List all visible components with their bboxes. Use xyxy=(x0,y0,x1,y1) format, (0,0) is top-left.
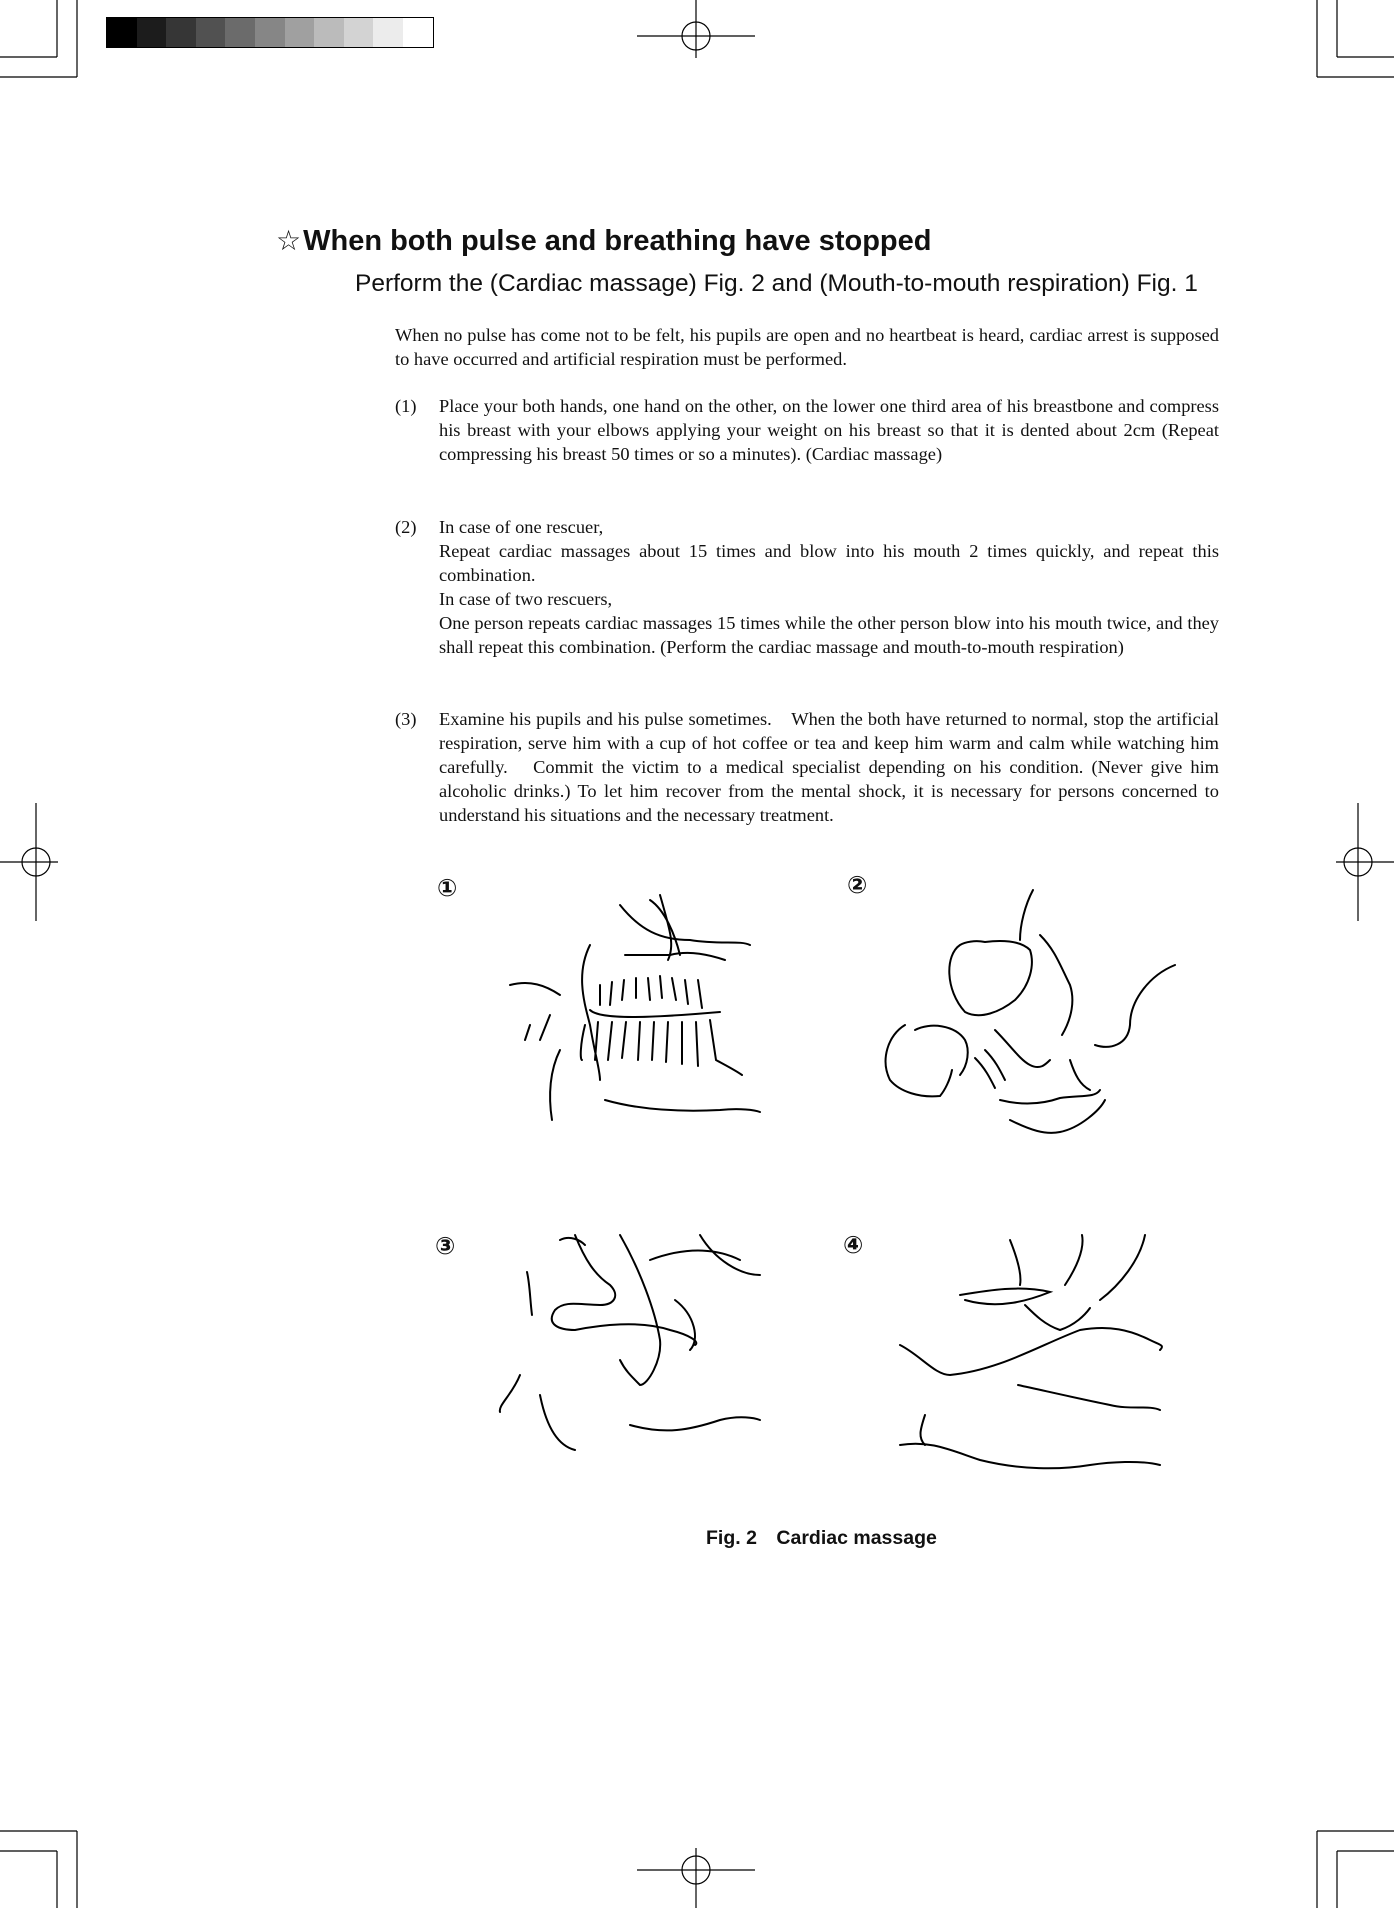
step-text: Examine his pupils and his pulse sometimes. When the both have returned to normal, stop the artificial respiration, serve him with a cup of hot coffee or tea and keep him warm and calm while watching him carefully. Commit the victim to a medical specialist depending on his condition. (Never give him alcoholic drinks.) To let him recover from the mental shock, it is necessary for persons concerned to understand his situations and the necessary treatment. xyxy=(439,709,1219,825)
step-body xyxy=(439,515,1219,659)
step-item xyxy=(395,707,1219,827)
step-text: In case of one rescuer, xyxy=(439,517,604,537)
figure-caption: Fig. 2 Cardiac massage xyxy=(706,1527,937,1549)
step-item xyxy=(395,515,1219,659)
step-body xyxy=(439,707,1219,827)
step-text: One person repeats cardiac massages 15 times while the other person blow into his mouth twice, and they shall repeat this combination. (Perform the cardiac massage and mouth-to-mouth respiration) xyxy=(439,613,1219,657)
illustration-rescuer-compression xyxy=(886,890,1175,1133)
section-heading-text: When both pulse and breathing have stopped xyxy=(303,225,932,257)
step-text: In case of two rescuers, xyxy=(439,589,613,609)
step-number: (1) xyxy=(395,396,417,416)
step-item xyxy=(395,394,1219,466)
illustration-side-compression xyxy=(900,1235,1162,1468)
step-text: Place your both hands, one hand on the other, on the lower one third area of his breastbone and compress his breast with your elbows applying your weight on his breast so that it is dented about 2cm (Repeat compressing his breast 50 times or so a minutes). (Cardiac massage) xyxy=(439,396,1219,464)
step-body xyxy=(439,394,1219,466)
section-subheading: Perform the (Cardiac massage) Fig. 2 and (Mouth-to-mouth respiration) Fig. 1 xyxy=(355,270,1198,297)
step-text: Repeat cardiac massages about 15 times and blow into his mouth 2 times quickly, and repeat this combination. xyxy=(439,541,1219,585)
step-number: (2) xyxy=(395,517,417,537)
figure-label-1: ① xyxy=(437,874,458,902)
figure-label-4: ④ xyxy=(843,1231,864,1259)
figure-label-2: ② xyxy=(847,871,868,899)
step-number: (3) xyxy=(395,709,417,729)
figure-label-3: ③ xyxy=(435,1232,456,1260)
intro-paragraph: When no pulse has come not to be felt, his pupils are open and no heartbeat is heard, cardiac arrest is supposed to have occurred and artificial respiration must be performed. xyxy=(395,325,1219,369)
illustration-locate-breastbone xyxy=(510,895,760,1120)
illustration-hands-placement xyxy=(500,1235,760,1450)
section-heading xyxy=(276,224,931,258)
star-icon: ☆ xyxy=(276,224,302,257)
